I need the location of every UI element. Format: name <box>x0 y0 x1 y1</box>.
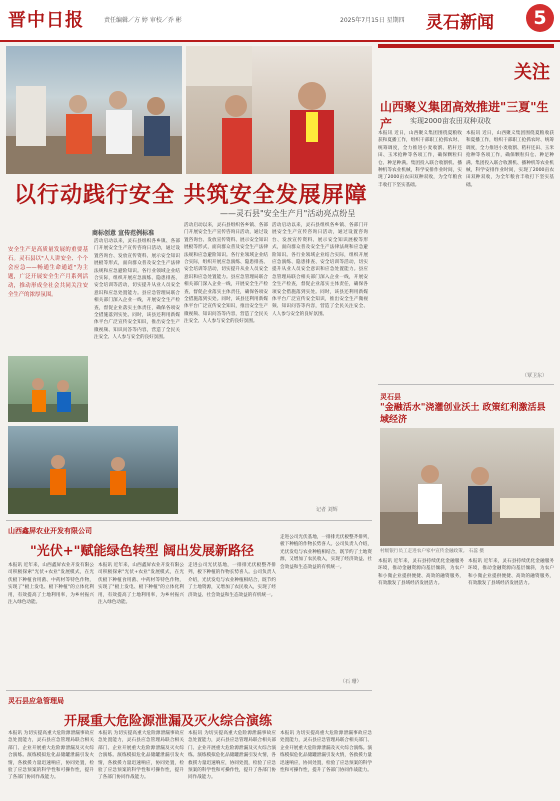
editor-credit: 责任编辑／方 婷 审校／乔 彬 <box>104 17 182 24</box>
bottom-left-headline: "光伏+"赋能绿色转型 阔出发展新路径 <box>30 544 254 559</box>
right-subtitle: 实现2000亩农田双种双收 <box>410 117 491 125</box>
right-body-col-1: 本报讯 近日，山西聚义集团围绕夏粮收获和夏播工作，组织干部职工抢抓农时、统筹调度，全力推进小麦收割、秸秆还田、玉米抢种等各项工作，确保颗粒归仓、种足种满。集团投入联合收割机、播种机等农业机械，科学安排作业时间，实现了2000亩农田双种双收，为全年粮食丰收打下坚实基础。 <box>378 131 462 188</box>
right-headline: 山西聚义集团高效推进"三夏"生产 <box>380 100 549 131</box>
bottom-strip-body-col-4: 本报讯 为切实提高重大危险源泄漏事故应急处置能力，灵石县应急管理局联合相关部门、企业开展重大危险源泄漏及灭火综合演练。演练模拟危化品储罐泄漏引发火情，各救援力量迅速响应，协同处置，检验了应急预案的科学性和可操作性，提升了各部门协同作战能力。 <box>280 731 372 774</box>
right2-body-col-1: 本报讯 近年来，灵石县持续优化金融服务环境，推动金融资源向基层倾斜，为农户和小微企业提供便捷、高效的融资服务，有效激发了县域经济发展活力。 <box>378 559 464 587</box>
right2-photo-scene <box>380 428 554 546</box>
lead-photo-right <box>252 46 372 174</box>
lead-body-col-2: 活动启动以来，灵石县组织各乡镇、各部门开展安全生产宣传咨询日活动，通过设置咨询台、发放宣传资料、展示安全知识展板等形式，面向群众普及安全生产法律法规和应急避险知识。各行业领域企业结合实际，组织开展应急演练、隐患排查、安全培训等活动，切实提升从业人员安全意识和应急处置能力。县应急管理局联合相关部门深入企业一线，开展安全生产检查，督促企业落实主体责任，确保各项安全措施落到实处。同时，该县还利用新媒体平台广泛宣传安全知识，推出安全生产微视频、知识问答等内容，营造了全民关注安全、人人参与安全的良好氛围。 <box>184 223 268 325</box>
lead-inline-photo-1 <box>8 356 88 422</box>
bottom-strip-body-col-1: 本报讯 为切实提高重大危险源泄漏事故应急处置能力，灵石县应急管理局联合相关部门、企业开展重大危险源泄漏及灭火综合演练。演练模拟危化品储罐泄漏引发火情，各救援力量迅速响应，协同处置，检验了应急预案的科学性和可操作性，提升了各部门协同作战能力。 <box>8 731 94 781</box>
page-name: 灵石新闻 <box>426 13 494 33</box>
lead-inline-photo-2-scene <box>8 426 178 514</box>
lead-photo-right-scene <box>252 46 372 174</box>
lead-headline: 以行动践行安全 共筑安全发展屏障 <box>14 182 368 208</box>
bottom-mid-body-col-1: 走进公司光伏基地，一排排光伏板整齐排列，板下种植的作物长势喜人。公司负责人介绍，光伏发电与农业种植相结合，既节约了土地资源，又增加了农民收入，实现了经济效益、社会效益和生态效益的有机统一。 <box>188 563 276 598</box>
right-byline: （覃卫东） <box>522 373 548 379</box>
bottom-left-tag: 山西鑫屏农业开发有限公司 <box>8 526 92 535</box>
lead-inline-photo-1-scene <box>8 356 88 422</box>
bottom-left-body-col-1: 本报讯 近年来，山西鑫屏农业开发有限公司积极探索"光伏+农业"发展模式，在光伏板下种植食用菌、中药材等特色作物，实现了"板上发电、板下种植"的立体化利用，有效提高了土地利用率，为乡村振兴注入绿色动能。 <box>8 563 94 606</box>
bottom-strip-divider <box>6 690 372 691</box>
lead-body-col-1: 活动启动以来，灵石县组织各乡镇、各部门开展安全生产宣传咨询日活动，通过设置咨询台、发放宣传资料、展示安全知识展板等形式，面向群众普及安全生产法律法规和应急避险知识。各行业领域企业结合实际，组织开展应急演练、隐患排查、安全培训等活动，切实提升从业人员安全意识和应急处置能力。县应急管理局联合相关部门深入企业一线，开展安全生产检查，督促企业落实主体责任，确保各项安全措施落到实处。同时，该县还利用新媒体平台广泛宣传安全知识，推出安全生产微视频、知识问答等内容，营造了全民关注安全、人人参与安全的良好氛围。 <box>94 239 180 341</box>
lead-sidebar-note: 安全生产是高质量发展的重要基石。灵石县以"人人讲安全、个个会应急——畅通生命通道"为主题，广泛开展安全生产月系列活动，推动形成全社会共同关注安全生产的浓厚氛围。 <box>8 247 88 298</box>
right-header-rule <box>378 44 554 48</box>
right2-caption <box>380 548 554 554</box>
right-body-col-2: 本报讯 近日，山西聚义集团围绕夏粮收获和夏播工作，组织干部职工抢抓农时、统筹调度，全力推进小麦收割、秸秆还田、玉米抢种等各项工作，确保颗粒归仓、种足种满。集团投入联合收割机、播种机等农业机械，科学安排作业时间，实现了2000亩农田双种双收，为全年粮食丰收打下坚实基础。 <box>466 131 554 188</box>
bottom-strip-headline: 开展重大危险源泄漏及灭火综合演练 <box>64 714 273 729</box>
issue-date: 2025年7月15日 星期四 <box>340 17 405 24</box>
bottom-left-body-col-2: 本报讯 近年来，山西鑫屏农业开发有限公司积极探索"光伏+农业"发展模式，在光伏板下种植食用菌、中药材等特色作物，实现了"板上发电、板下种植"的立体化利用，有效提高了土地利用率，为乡村振兴注入绿色动能。 <box>98 563 184 606</box>
right2-body-col-2: 本报讯 近年来，灵石县持续优化金融服务环境，推动金融资源向基层倾斜，为农户和小微企业提供便捷、高效的融资服务，有效激发了县域经济发展活力。 <box>468 559 554 587</box>
bottom-mid-body-col-2: 走进公司光伏基地，一排排光伏板整齐排列，板下种植的作物长势喜人。公司负责人介绍，光伏发电与农业种植相结合，既节约了土地资源，又增加了农民收入，实现了经济效益、社会效益和生态效益的有机统一。 <box>280 535 372 570</box>
page-number-badge: 5 <box>526 4 554 32</box>
newspaper-logo: 晋中日报 <box>8 10 84 31</box>
bottom-mid-byline: （石 珊） <box>340 679 362 685</box>
lead-subtitle: ——灵石县"安全生产月"活动亮点纷呈 <box>220 209 356 218</box>
lead-byline: 记者 刘辉 <box>316 507 338 513</box>
right2-photo <box>380 428 554 546</box>
lead-photo-left-scene <box>6 46 182 174</box>
bottom-divider <box>6 520 372 521</box>
bottom-strip-body-col-2: 本报讯 为切实提高重大危险源泄漏事故应急处置能力，灵石县应急管理局联合相关部门、企业开展重大危险源泄漏及灭火综合演练。演练模拟危化品储罐泄漏引发火情，各救援力量迅速响应，协同处置，检验了应急预案的科学性和可操作性，提升了各部门协同作战能力。 <box>98 731 184 781</box>
bottom-strip-tag: 灵石县应急管理局 <box>8 696 64 705</box>
right-divider <box>378 384 554 385</box>
right2-tag: 灵石县 <box>380 392 401 401</box>
right2-caption-credit: 石蕊 摄 <box>468 549 485 554</box>
lead-kicker: 商标创意 宣传范例标准 <box>92 230 155 237</box>
bottom-strip-body-col-3: 本报讯 为切实提高重大危险源泄漏事故应急处置能力，灵石县应急管理局联合相关部门、企业开展重大危险源泄漏及灭火综合演练。演练模拟危化品储罐泄漏引发火情，各救援力量迅速响应，协同处置，检验了应急预案的科学性和可操作性，提升了各部门协同作战能力。 <box>188 731 276 781</box>
right2-caption-text: 村级银行员工走进农户家中宣传金融政策。 <box>380 549 468 554</box>
right2-headline: "金融活水"浇灌创业沃土 政策红利激活县域经济 <box>380 403 546 425</box>
lead-body-col-3: 活动启动以来，灵石县组织各乡镇、各部门开展安全生产宣传咨询日活动，通过设置咨询台、发放宣传资料、展示安全知识展板等形式，面向群众普及安全生产法律法规和应急避险知识。各行业领域企业结合实际，组织开展应急演练、隐患排查、安全培训等活动，切实提升从业人员安全意识和应急处置能力。县应急管理局联合相关部门深入企业一线，开展安全生产检查，督促企业落实主体责任，确保各项安全措施落到实处。同时，该县还利用新媒体平台广泛宣传安全知识，推出安全生产微视频、知识问答等内容，营造了全民关注安全、人人参与安全的良好氛围。 <box>272 223 368 317</box>
lead-photo-left <box>6 46 182 174</box>
section-tag-focus: 关注 <box>514 62 550 83</box>
lead-inline-photo-2 <box>8 426 178 514</box>
